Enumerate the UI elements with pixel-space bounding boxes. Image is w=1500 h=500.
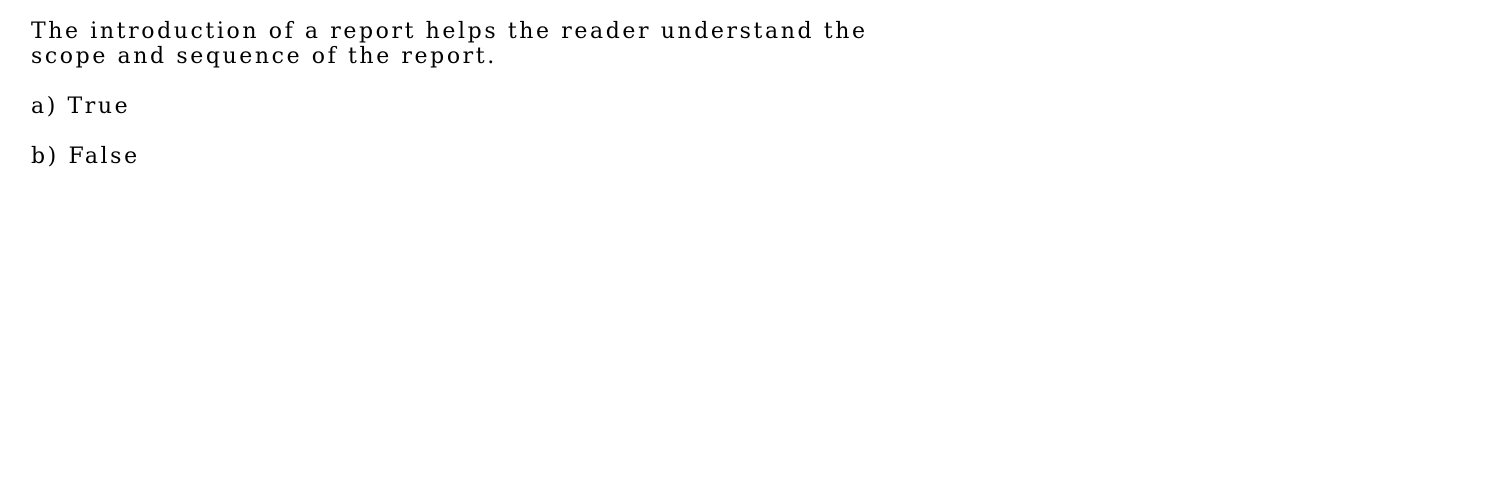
question-line: The introduction of a report helps the reader understand the [31,19,868,44]
quiz-question-block [31,19,868,194]
answer-options [31,94,868,169]
question-text [31,19,868,69]
option-true: a) True [31,94,131,119]
question-line: scope and sequence of the report. [31,44,497,69]
option-false: b) False [31,144,140,169]
